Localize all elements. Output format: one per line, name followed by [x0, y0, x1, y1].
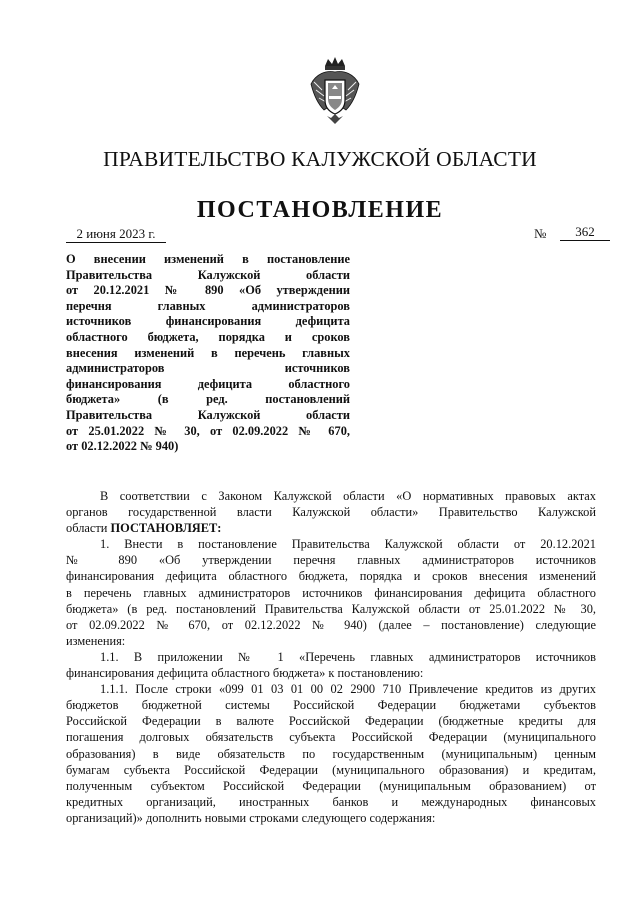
subject-line: от 20.12.2021 № 890 «Об утверждении [66, 283, 350, 298]
clause-1-1-line: финансирования дефицита областного бюджета» к постановлению: [66, 666, 424, 681]
document-body [66, 488, 596, 826]
clause-1-line: от 02.09.2022 № 670, от 02.12.2022 № 940) (далее – постановление) следующие [66, 617, 596, 632]
subject-line: Правительства Калужской области [66, 267, 350, 282]
clause-1-1-1-line: бумагам субъекта Российской Федерации (муниципального образования) и кредитам, [66, 762, 596, 777]
clause-1-1-1-line: образования) в виде обязательств по государственным (муниципальным) ценным [66, 746, 596, 761]
clause-1-line: финансирования дефицита областного бюджета, порядка и сроков внесения изменений [66, 569, 596, 584]
subject-line: от 02.12.2022 № 940) [66, 439, 179, 454]
clause-1-1-1-line: бюджетов бюджетной системы Российской Федерации бюджетами субъектов [66, 698, 596, 713]
preamble-line: В соответствии с Законом Калужской области «О нормативных правовых актах [100, 489, 596, 503]
resolves-keyword: ПОСТАНОВЛЯЕТ: [110, 521, 222, 536]
subject-line: администраторов источников [66, 361, 350, 376]
clause-1-1-line: 1.1. В приложении № 1 «Перечень главных администраторов источников [100, 649, 596, 664]
subject-line: финансирования дефицита областного [66, 376, 350, 391]
preamble-line-last [66, 520, 596, 536]
document-number: 362 [560, 224, 610, 241]
clause-1-line: в перечень главных администраторов источников финансирования дефицита областного [66, 585, 596, 600]
clause-1-1-1-line: погашения долговых обязательств субъекта Российской Федерации (муниципального [66, 730, 596, 745]
coat-of-arms-icon [308, 56, 362, 126]
clause-1-line: 1. Внести в постановление Правительства Калужской области от 20.12.2021 [100, 537, 596, 552]
document-date: 2 июня 2023 г. [66, 226, 166, 243]
preamble-prefix: области [66, 521, 108, 536]
clause-1-1-1-line: 1.1.1. После строки «099 01 03 01 00 02 2900 710 Привлечение кредитов из других [100, 682, 596, 697]
subject-line: внесения изменений в перечень главных [66, 345, 350, 360]
clause-1-1-1-line: полученным субъектом Российской Федерации (муниципальным образованием) от [66, 778, 596, 793]
clause-1-1-1-line: кредитных организаций, иностранных банков и международных финансовых [66, 794, 596, 809]
clause-1-line: бюджета» (в ред. постановлений Правительства Калужской области от 25.01.2022 № 30, [66, 601, 596, 616]
document-type-title: ПОСТАНОВЛЕНИЕ [196, 197, 444, 223]
subject-line: Правительства Калужской области [66, 407, 350, 422]
preamble-line: органов государственной власти Калужской области» Правительство Калужской [66, 505, 596, 520]
number-sign: № [534, 226, 547, 241]
subject-line: бюджета» (в ред. постановлений [66, 392, 350, 407]
clause-1-line: изменения: [66, 633, 126, 648]
subject-line: источников финансирования дефицита [66, 314, 350, 329]
subject-line: от 25.01.2022 № 30, от 02.09.2022 № 670, [66, 423, 350, 438]
document-subject [66, 252, 350, 455]
clause-1-1-1-line: Российской Федерации в валюте Российской Федерации (бюджетные кредиты для [66, 714, 596, 729]
subject-line: перечня главных администраторов [66, 298, 350, 313]
clause-1-1-1-line: организаций)» дополнить новыми строками следующего содержания: [66, 810, 436, 825]
subject-line: областного бюджета, порядка и сроков [66, 329, 350, 344]
subject-line: О внесении изменений в постановление [66, 252, 350, 266]
government-title: ПРАВИТЕЛЬСТВО КАЛУЖСКОЙ ОБЛАСТИ [103, 147, 537, 171]
clause-1-line: № 890 «Об утверждении перечня главных администраторов источников [66, 553, 596, 568]
